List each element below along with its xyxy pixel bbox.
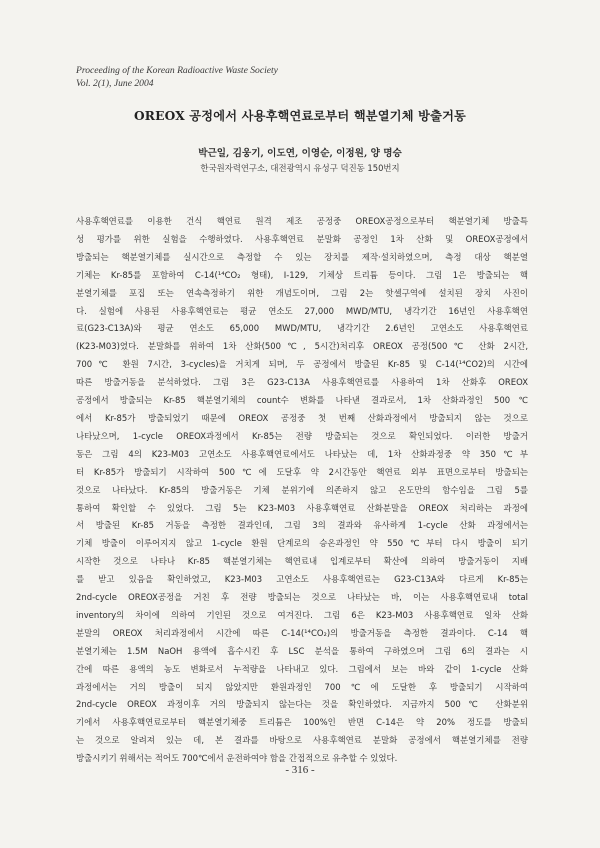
body-text-line: 기체는 Kr-85를 포함하여 C-14(¹⁴CO₂ 형태), I-129, 기체상 트리튬 등이다. 그림 1은 방출되는 핵 [76, 269, 528, 280]
body-text-line: 서 방출된 Kr-85 거동을 측정한 결과인데, 그림 3의 결과와 유사하게 1-cycle 산화 과정에서는 [76, 520, 528, 531]
body-text-line: 공정에서 방출되는 Kr-85 핵분열기체의 count수 변화를 나타낸 결과로서, 1차 산화과정인 500℃ [76, 395, 528, 406]
body-text-line: 분열기체는 1.5M NaOH 용액에 흡수시킨 후 LSC 분석을 통하여 구하였으며 그림 6의 결과는 시 [76, 645, 528, 656]
body-text-line: 료(G23-C13A)와 평균 연소도 65,000 MWD/MTU, 냉각기간 2.6년인 고연소도 사용후핵연료 [76, 323, 528, 334]
body-text-line: 기에서 사용후핵연료로부터 핵분열기체중 트리튬은 100%인 반면 C-14은 약 20% 정도를 방출되 [76, 717, 528, 728]
body-text-line: 는 것으로 알려져 있는 데, 본 결과를 바탕으로 사용후핵연료 분말화 공정에서 핵분열기체를 전량 [76, 735, 528, 746]
body-text-line: 따른 방출거동을 분석하였다. 그림 3은 G23-C13A 사용후핵연료를 사용하여 1차 산화후 OREOX [76, 377, 528, 388]
body-text-line: 2nd-cycle OREOX 과정이후 거의 방출되지 않는다는 것을 확인하였다. 지금까지 500℃ 산화분위 [76, 699, 528, 710]
body-text-line: 2nd-cycle OREOX공정을 거친 후 전량 방출되는 것으로 나타났는 바, 이는 사용후핵연료내 total [76, 592, 528, 603]
body-text-line: 시작한 것으로 나타나 Kr-85 핵분열기체는 핵연료내 입계로부터 확산에 의하여 방출거동이 지배 [76, 556, 528, 567]
body-text-line: 간에 따른 용액의 농도 변화로서 누적량을 나타내고 있다. 그림에서 보는 바와 같이 1-cycle 산화 [76, 663, 528, 674]
body-text-line: (K23-M03)였다. 분말화를 위하여 1차 산화(500℃, 5시간)처리후 OREOX 공정(500℃ 산화 2시간, [76, 341, 528, 352]
body-text-line: 사용후핵연료를 이용한 건식 핵연료 원격 제조 공정중 OREOX공정으로부터 핵분열기체 방출특 [76, 216, 528, 226]
body-text-line: 나타났으며, 1-cycle OREOX과정에서 Kr-85는 전량 방출되는 것으로 확인되었다. 이러한 방출거 [76, 430, 528, 441]
author-list: 박근일, 김웅기, 이도연, 이영순, 이정원, 양 명승 [198, 148, 402, 159]
body-text-line: 성 평가를 위한 실험을 수행하였다. 사용후핵연료 분말화 공정인 1차 산화 및 OREOX공정에서 [76, 233, 528, 244]
body-text-line: 통하여 확인할 수 있었다. 그림 5는 K23-M03 사용후핵연료 산화분말을 OREOX 처리하는 과정에 [76, 502, 528, 513]
page-number: - 316 - [285, 764, 315, 776]
body-text-line: 다. 실험에 사용된 사용후핵연료는 평균 연소도 27,000 MWD/MTU, 냉각기간 16년인 사용후핵연 [76, 305, 528, 316]
paper-title: OREOX 공정에서 사용후핵연료로부터 핵분열기체 방출거동 [133, 109, 467, 123]
body-text-line: 과정에서는 거의 방출이 되지 않았지만 환원과정인 700℃에 도달한 후 방출되기 시작하여 [76, 681, 528, 692]
body-text-line: 방출되는 핵분열기체를 실시간으로 측정할 수 있는 장치를 제작·설치하였으며, 측정 대상 핵분열 [76, 251, 528, 262]
body-text-line: 에서 Kr-85가 방출되었기 때문에 OREOX 공정중 첫 번째 산화과정에서 방출되지 않는 것으로 [76, 412, 528, 423]
body-text-line: 터 Kr-85가 방출되기 시작하여 500℃에 도달후 약 2시간동안 핵연료 외부 표면으로부터 방출되는 [76, 466, 528, 477]
body-text-line: 방출시키기 위해서는 적어도 700℃에서 운전하여야 함을 간접적으로 유추할 수 있었다. [76, 753, 398, 764]
journal-header [76, 64, 278, 90]
body-text-line: 것으로 나타났다. Kr-85의 방출거동은 기체 분위기에 의존하지 않고 온도만의 함수임을 그림 5를 [76, 484, 528, 495]
body-text-line: 를 받고 있음을 확인하였고, K23-M03 고연소도 사용후핵연료는 G23-C13A와 다르게 Kr-85는 [76, 574, 528, 585]
body-text-line: 분열기체를 포집 또는 연속측정하기 위한 개념도이며, 그림 2는 핫셀구역에 설치된 장치 사진이 [76, 287, 528, 298]
body-text-line: 700℃ 환원 7시간, 3-cycles)을 거치게 되며, 두 공정에서 방출된 Kr-85 및 C-14(¹⁴CO2)의 시간에 [76, 359, 528, 370]
journal-volume: Vol. 2(1), June 2004 [76, 78, 154, 89]
body-text-line: 동은 그림 4의 K23-M03 고연소도 사용후핵연료에서도 나타났는 데, 1차 산화과정중 약 350℃부 [76, 448, 528, 459]
body-text-line: 분말의 OREOX 처리과정에서 시간에 따른 C-14(¹⁴CO₂)의 방출거동을 측정한 결과이다. C-14 핵 [76, 627, 528, 638]
abstract-body [76, 213, 528, 768]
body-text-line: 기체 방출이 이루어지지 않고 1-cycle 환원 단계로의 승온과정인 약 550℃부터 다시 방출이 되기 [76, 538, 528, 549]
body-text-line: inventory의 차이에 의하여 기인된 것으로 여겨진다. 그림 6은 K23-M03 사용후핵연료 일차 산화 [76, 609, 528, 620]
journal-name: Proceeding of the Korean Radioactive Waste Society [76, 65, 278, 76]
affiliation: 한국원자력연구소, 대전광역시 유성구 덕진동 150번지 [200, 163, 400, 173]
